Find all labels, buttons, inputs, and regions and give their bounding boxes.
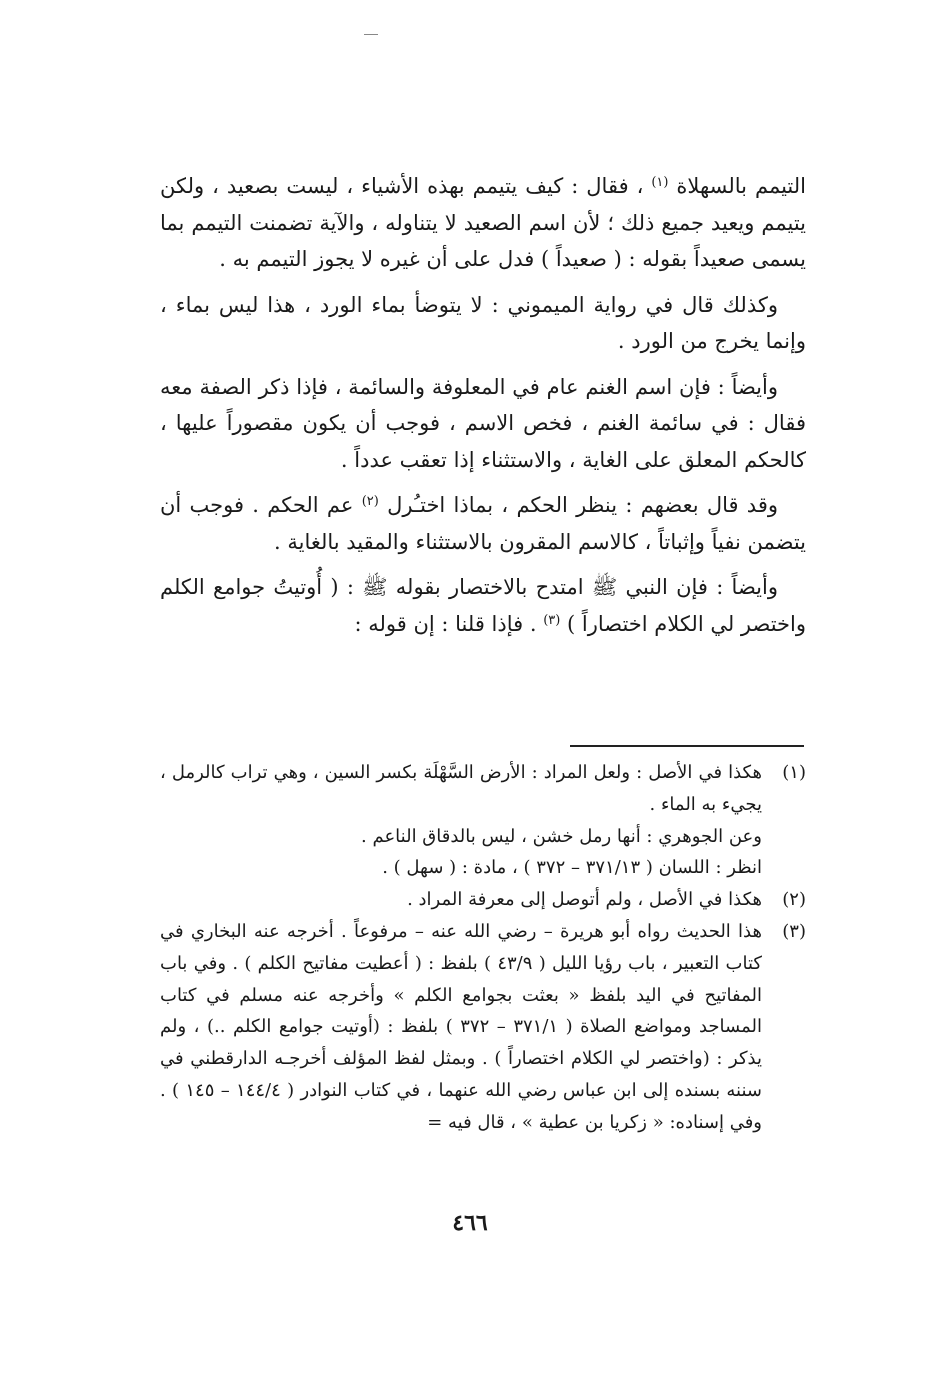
footnote-ref-1: (١) <box>651 175 669 190</box>
paragraph-1 <box>160 168 806 278</box>
main-text <box>160 168 806 651</box>
page-number: ٤٦٦ <box>452 1210 488 1236</box>
footnote-body <box>160 884 762 916</box>
footnote-ref-3: (٣) <box>543 612 561 628</box>
footnotes <box>160 757 806 1139</box>
text-span: . فإذا قلنا : إن قوله : <box>354 611 544 636</box>
text-span: وقد قال بعضهم : ينظر الحكم ، بماذا اختـُرل <box>378 493 778 517</box>
footnote-line: وعن الجوهري : أنها رمل خشن ، ليس بالدقاق الناعم . <box>361 825 762 847</box>
footnote-line: هكذا في الأصل : ولعل المراد : الأرض السَّهْلَة بكسر السين ، وهي تراب كالرمل ، يجيء به الماء . <box>160 762 762 815</box>
footnote-ref-2: (٢) <box>361 494 379 509</box>
footnote-line: هذا الحديث رواه أبو هريرة – رضي الله عنه – مرفوعاً . أخرجه عنه البخاري في كتاب التعبير ، باب رؤيا الليل ( ٤٣/٩ ) بلفظ : ( أعطيت مفاتيح الكلم ) . وفي باب المفاتيح في اليد بلفظ « بعثت بجوامع الكلم » وأخرجه عنه مسلم في كتاب المساجد ومواضع الصلاة ( ٣٧١/١ – ٣٧٢ ) بلفظ : (أوتيت جوامع الكلم ..) ، ولم يذكر : (واختصر لي الكلام اختصاراً ) . وبمثل لفظ المؤلف أخرجـه الدارقطني في سننه بسنده إلى ابن عباس رضي الله عنهما ، في كتاب النوادر ( ١٤٤/٤ – ١٤٥ ) . وفي إسناده: « زكريا بن عطية » ، قال فيه = <box>160 920 762 1133</box>
footnote-number: (١) <box>782 762 806 783</box>
footnote-number: (٢) <box>782 889 806 911</box>
text-span: ، فقال : كيف يتيمم بهذه الأشياء ، ليست بصعيد ، ولكن يتيمم ويعيد جميع ذلك ؛ لأن اسم الصعيد لا يتناوله ، والآية تضمنت التيمم بما يسمى صعيداً بقوله : ( صعيداً ) فدل على أن غيره لا يجوز التيمم به . <box>160 174 806 271</box>
text-span: وأيضاً : فإن النبي ﷺ امتدح بالاختصار بقوله ﷺ : ( أُوتيتُ جوامع الكلم واختصر لي الكلام اختصاراً ) <box>160 575 806 636</box>
text-span: التيمم بالسهلاة <box>668 174 806 198</box>
paragraph-4 <box>160 487 806 560</box>
footnote-number: (٣) <box>782 920 806 942</box>
footnote-body <box>160 757 762 884</box>
footnote-1 <box>160 757 806 884</box>
footnote-3 <box>160 916 806 1139</box>
footnote-line: هكذا في الأصل ، ولم أتوصل إلى معرفة المراد . <box>407 889 762 911</box>
top-mark <box>364 34 378 35</box>
text-span: عم الحكم . فوجب أن يتضمن نفياً وإثباتاً ، كالاسم المقرون بالاستثناء والمقيد بالغاية . <box>160 493 806 554</box>
footnote-separator <box>570 745 804 747</box>
paragraph-3: وأيضاً : فإن اسم الغنم عام في المعلوفة والسائمة ، فإذا ذكر الصفة معه فقال : في سائمة الغنم ، فخص الاسم ، فوجب أن يكون مقصوراً عليها ، كالحكم المعلق على الغاية ، والاستثناء إذا تعقب عدداً . <box>160 374 806 472</box>
footnote-2 <box>160 884 806 916</box>
footnote-body <box>160 916 762 1139</box>
paragraph-2: وكذلك قال في رواية الميموني : لا يتوضأ بماء الورد ، هذا ليس بماء ، وإنما يخرج من الورد . <box>160 292 806 353</box>
footnote-line: انظر : اللسان ( ٣٧١/١٣ – ٣٧٢ ) ، مادة : ( سهل ) . <box>382 857 762 879</box>
paragraph-5 <box>160 569 806 642</box>
